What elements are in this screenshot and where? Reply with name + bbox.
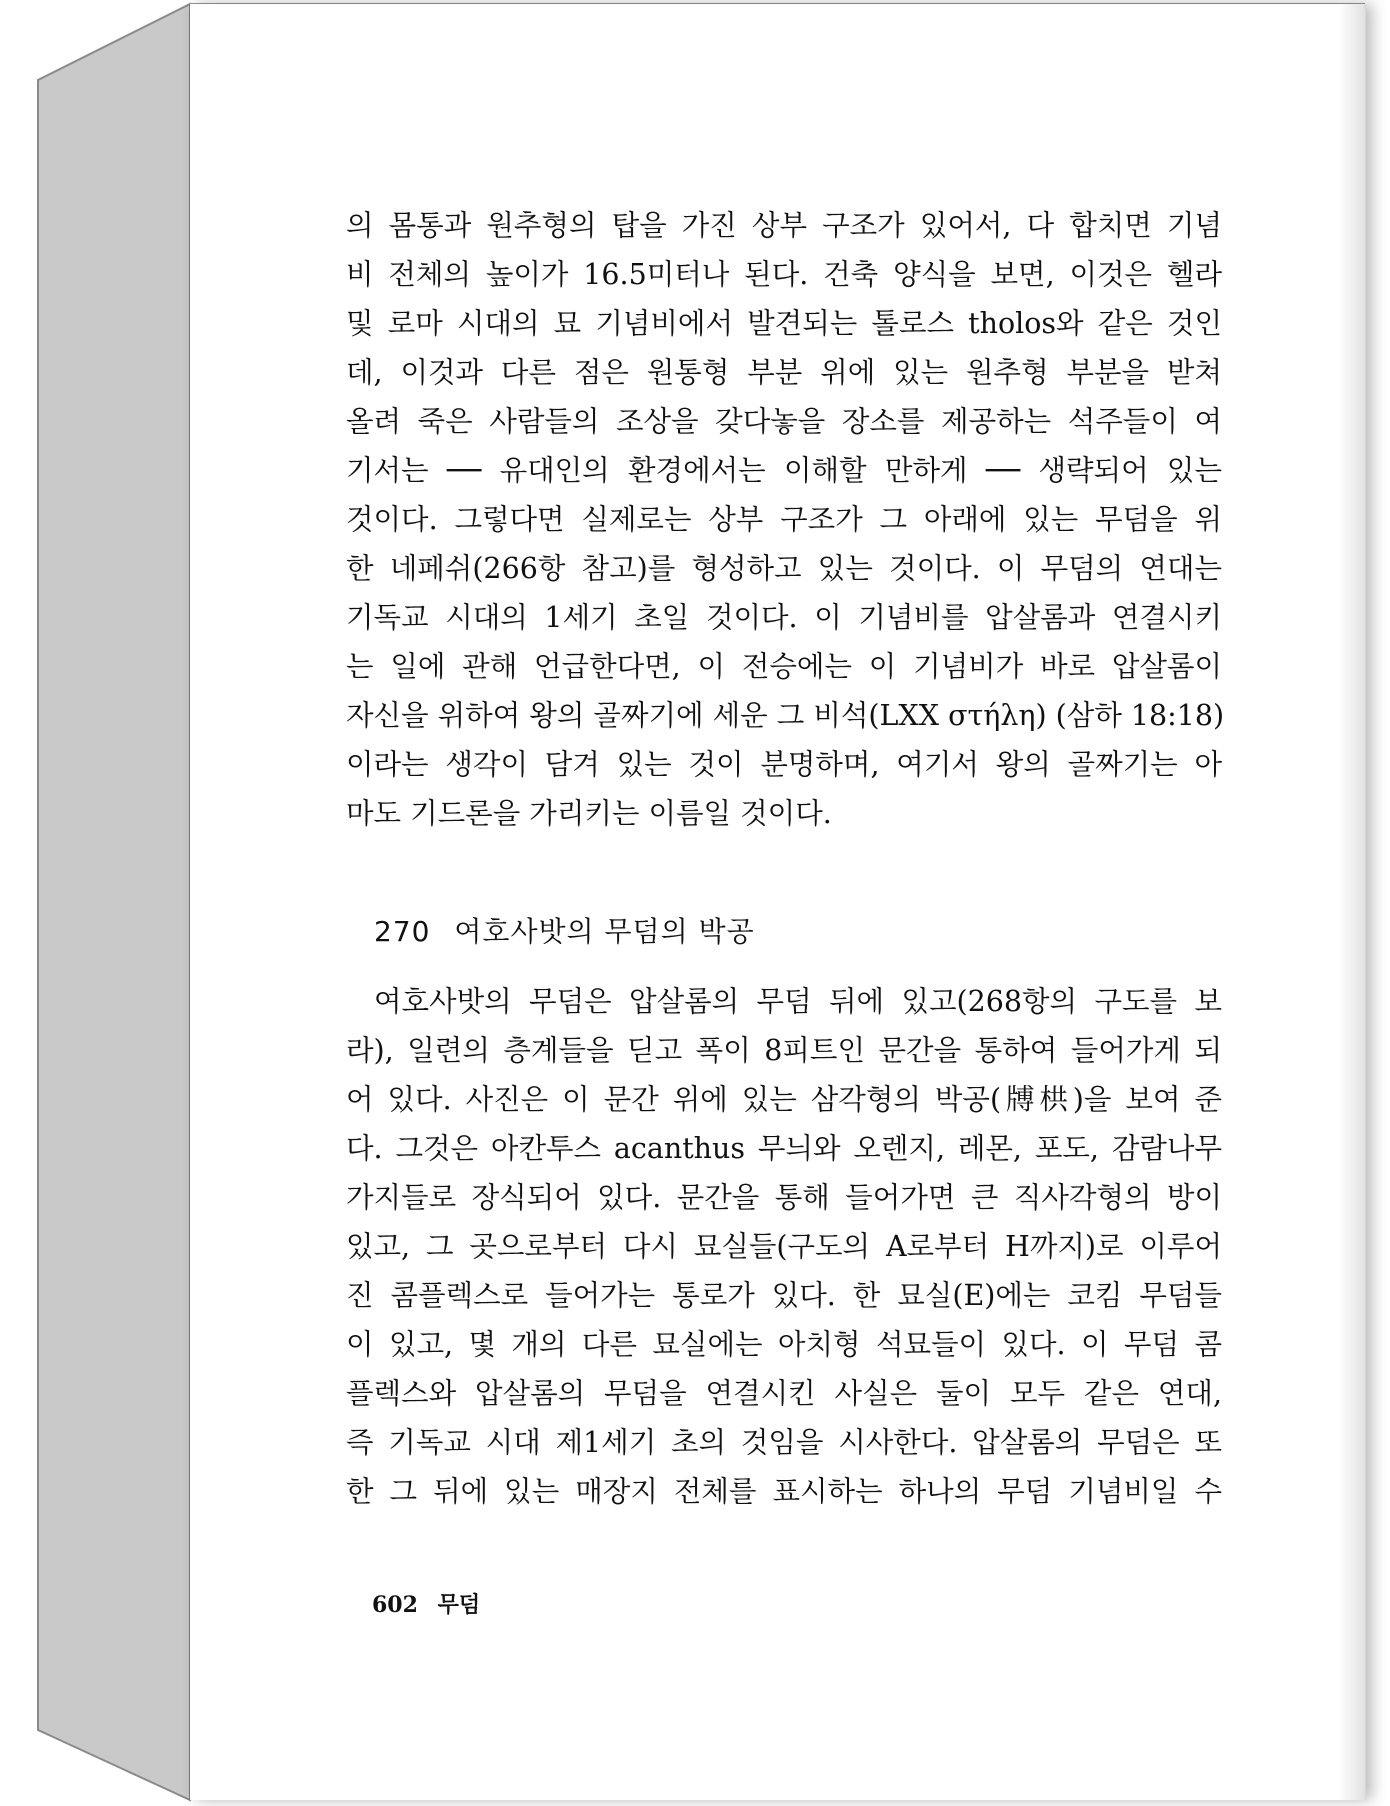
spine-side bbox=[38, 4, 190, 1800]
text-line: 플렉스와 압살롬의 무덤을 연결시킨 사실은 둘이 모두 같은 연대, bbox=[346, 1377, 1222, 1410]
text-line: 한 네페쉬(266항 참고)를 형성하고 있는 것이다. 이 무덤의 연대는 bbox=[346, 552, 1222, 585]
paragraph-section-270 bbox=[346, 977, 1222, 1516]
page-footer bbox=[372, 1588, 480, 1619]
text-line: 올려 죽은 사람들의 조상을 갖다놓을 장소를 제공하는 석주들이 여 bbox=[346, 405, 1222, 438]
text-line: 있고, 그 곳으로부터 다시 묘실들(구도의 A로부터 H까지)로 이루어 bbox=[346, 1230, 1222, 1263]
text-line: 것이다. 그렇다면 실제로는 상부 구조가 그 아래에 있는 무덤을 위 bbox=[346, 503, 1222, 536]
text-line: 다. 그것은 아칸투스 acanthus 무늬와 오렌지, 레몬, 포도, 감람나무 bbox=[346, 1132, 1222, 1165]
section-number: 270 bbox=[374, 915, 431, 948]
text-line: 비 전체의 높이가 16.5미터나 된다. 건축 양식을 보면, 이것은 헬라 bbox=[346, 258, 1222, 291]
text-line: 라), 일련의 층계들을 딛고 폭이 8피트인 문간을 통하여 들어가게 되 bbox=[346, 1034, 1222, 1067]
text-line: 어 있다. 사진은 이 문간 위에 있는 삼각형의 박공(牔栱)을 보여 준 bbox=[346, 1083, 1222, 1116]
text-line: 진 콤플렉스로 들어가는 통로가 있다. 한 묘실(E)에는 코킴 무덤들 bbox=[346, 1279, 1222, 1312]
text-line: 의 몸통과 원추형의 탑을 가진 상부 구조가 있어서, 다 합치면 기념 bbox=[346, 209, 1222, 242]
section-title: 여호사밧의 무덤의 박공 bbox=[454, 915, 755, 948]
text-line: 자신을 위하여 왕의 골짜기에 세운 그 비석(LXX στήλη) (삼하 18:18) bbox=[346, 699, 1225, 732]
text-line: 즉 기독교 시대 제1세기 초의 것임을 시사한다. 압살롬의 무덤은 또 bbox=[346, 1426, 1222, 1459]
page-number: 602 bbox=[372, 1592, 418, 1618]
text-line: 가지들로 장식되어 있다. 문간을 통해 들어가면 큰 직사각형의 방이 bbox=[346, 1181, 1222, 1214]
document-page bbox=[190, 4, 1366, 1800]
text-line: 는 일에 관해 언급한다면, 이 전승에는 이 기념비가 바로 압살롬이 bbox=[346, 650, 1222, 683]
section-heading bbox=[374, 910, 755, 950]
text-line: 및 로마 시대의 묘 기념비에서 발견되는 톨로스 tholos와 같은 것인 bbox=[346, 307, 1222, 340]
text-line: 이라는 생각이 담겨 있는 것이 분명하며, 여기서 왕의 골짜기는 아 bbox=[346, 748, 1222, 781]
text-line: 여호사밧의 무덤은 압살롬의 무덤 뒤에 있고(268항의 구도를 보 bbox=[374, 985, 1222, 1018]
text-line: 한 그 뒤에 있는 매장지 전체를 표시하는 하나의 무덤 기념비일 수 bbox=[346, 1475, 1222, 1508]
text-line: 기서는 ── 유대인의 환경에서는 이해할 만하게 ── 생략되어 있는 bbox=[346, 454, 1222, 487]
paragraph-continued bbox=[346, 201, 1225, 838]
text-line: 마도 기드론을 가리키는 이름일 것이다. bbox=[346, 797, 832, 830]
text-line: 이 있고, 몇 개의 다른 묘실에는 아치형 석묘들이 있다. 이 무덤 콤 bbox=[346, 1328, 1222, 1361]
text-line: 데, 이것과 다른 점은 원통형 부분 위에 있는 원추형 부분을 받쳐 bbox=[346, 356, 1222, 389]
text-line: 기독교 시대의 1세기 초일 것이다. 이 기념비를 압살롬과 연결시키 bbox=[346, 601, 1222, 634]
running-title: 무덤 bbox=[437, 1592, 481, 1618]
